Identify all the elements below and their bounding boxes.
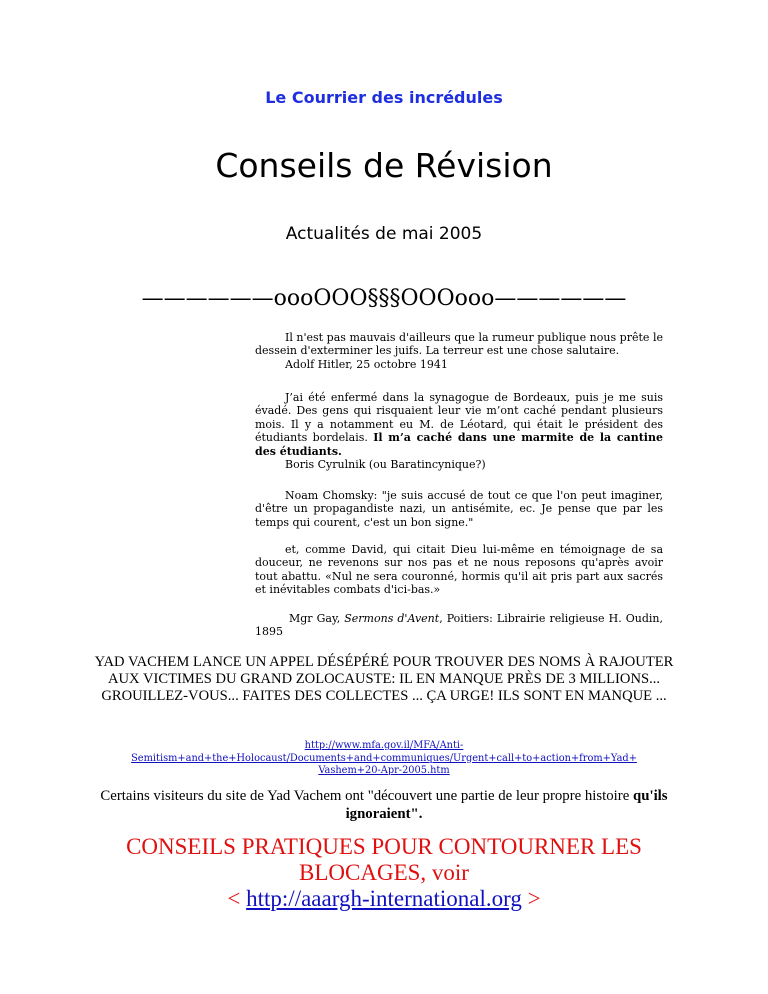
source-title: Sermons d'Avent <box>344 612 440 625</box>
visitors-note <box>100 788 668 823</box>
aaargh-link[interactable]: http://aaargh-international.org <box>246 886 522 911</box>
quote-hitler <box>255 331 663 371</box>
quote-source <box>255 612 663 639</box>
source-prefix: Mgr Gay, <box>289 612 345 625</box>
tips-link-line <box>80 886 688 912</box>
quote-text <box>255 391 663 458</box>
link-line-2[interactable]: Semitism+and+the+Holocaust/Documents+and+communiques/Urgent+call+to+action+from+Yad+ <box>131 752 637 764</box>
tips-block <box>80 834 688 912</box>
visitors-bold: qu'ils ignoraient". <box>345 788 668 822</box>
quote-source: Boris Cyrulnik (ou Baratincynique?) <box>285 458 486 472</box>
quote-source-gay <box>255 612 663 639</box>
quote-david <box>255 543 663 597</box>
publication-name: Le Courrier des incrédules <box>265 88 503 107</box>
mfa-link[interactable] <box>0 740 768 778</box>
page-title: Conseils de Révision <box>215 146 553 185</box>
quote-text: Il n'est pas mauvais d'ailleurs que la rumeur publique nous prête le dessein d'exterminer les juifs. La terreur est une chose salutaire. <box>255 331 663 358</box>
ornamental-divider: ——————oooOOO§§§OOOooo—————— <box>141 286 627 311</box>
tips-text: CONSEILS PRATIQUES POUR CONTOURNER LES BLOCAGES, voir <box>126 834 642 885</box>
link-open-bracket: < <box>227 886 247 911</box>
link-close-bracket: > <box>521 886 541 911</box>
quote-text: Noam Chomsky: "je suis accusé de tout ce que l'on peut imaginer, d'être un propagandiste nazi, un antisémite, ec. Je pense que par les temps qui courent, c'est un bon signe." <box>255 489 663 529</box>
quote-text-regular: J’ai été enfermé dans la synagogue de Bordeaux, puis je me suis évadé. Des gens qui risquaient leur vie m’ont caché pendant plusieurs mois. Il y a notamment eu M. de Léotard, qui était le président des étudiants bordelais. <box>255 391 663 445</box>
quote-source: Adolf Hitler, 25 octobre 1941 <box>285 357 448 371</box>
quote-cyrulnik <box>255 391 663 471</box>
page-subtitle: Actualités de mai 2005 <box>285 224 483 244</box>
quote-chomsky <box>255 489 663 529</box>
link-line-3[interactable]: Vashem+20-Apr-2005.htm <box>318 765 450 776</box>
announcement-text: YAD VACHEM LANCE UN APPEL DÉSÉPÉRÉ POUR TROUVER DES NOMS À RAJOUTER AUX VICTIMES DU GRAND ZOLOCAUSTE: IL EN MANQUE PRÈS DE 3 MILLIONS... GROUILLEZ-VOUS... FAITES DES COLLECTES ... ÇA URGE! ILS SONT EN MANQUE ... <box>94 654 674 704</box>
quote-text: et, comme David, qui citait Dieu lui-même en témoignage de sa douceur, ne revenons sur nos pas et ne nous reposons qu'après avoir tout abattu. «Nul ne sera couronné, hormis qu'il ait pris part aux sacrés et inévitables combats d'ici-bas.» <box>255 543 663 597</box>
source-suffix: , Poitiers: Librairie religieuse H. Oudin, 1895 <box>255 612 663 639</box>
visitors-text: Certains visiteurs du site de Yad Vachem ont "découvert une partie de leur propre histoire <box>100 788 633 804</box>
link-line-1[interactable]: http://www.mfa.gov.il/MFA/Anti- <box>304 740 464 751</box>
quote-text-bold: Il m’a caché dans une marmite de la cantine des étudiants. <box>255 431 663 458</box>
